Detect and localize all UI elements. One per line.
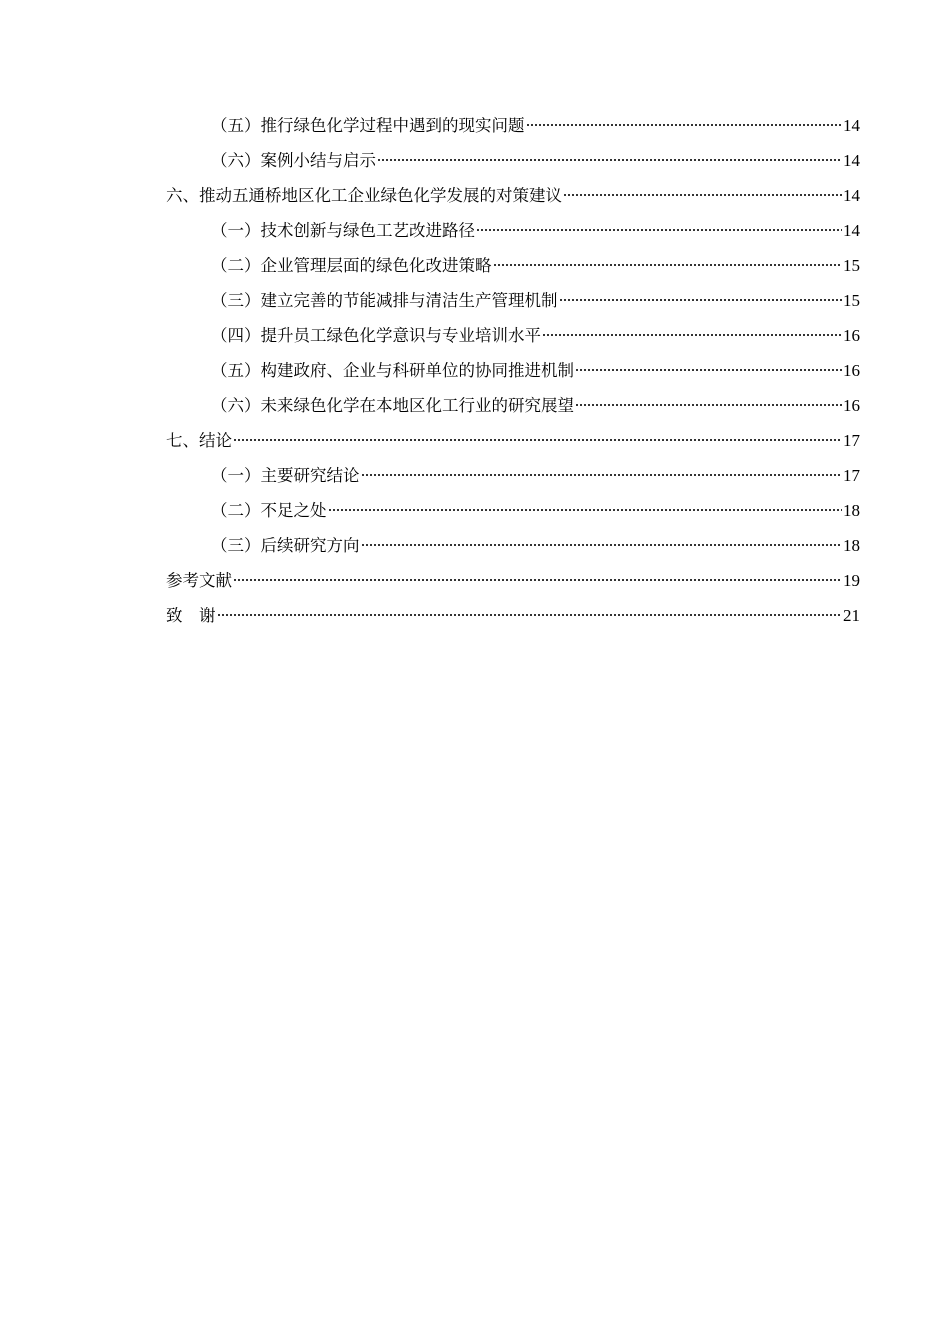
toc-entry-title: （二）不足之处 [211, 501, 327, 520]
toc-entry-page: 14 [843, 151, 860, 170]
toc-leader-dots [542, 333, 842, 337]
toc-leader-dots [217, 613, 843, 617]
toc-entry-page: 16 [843, 396, 860, 415]
toc-entry-title: （六）未来绿色化学在本地区化工行业的研究展望 [211, 396, 574, 415]
toc-entry[interactable] [166, 493, 860, 528]
toc-leader-dots [563, 193, 842, 197]
toc-entry-title: 六、推动五通桥地区化工企业绿色化学发展的对策建议 [166, 186, 562, 205]
toc-entry-title: （六）案例小结与启示 [211, 151, 376, 170]
toc-entry-page: 14 [843, 116, 860, 135]
toc-entry-page: 17 [843, 466, 860, 485]
toc-leader-dots [233, 578, 842, 582]
toc-entry-title: （一）技术创新与绿色工艺改进路径 [211, 221, 475, 240]
toc-leader-dots [559, 298, 843, 302]
table-of-contents [166, 108, 860, 633]
toc-entry[interactable] [166, 108, 860, 143]
toc-leader-dots [526, 123, 843, 127]
toc-entry[interactable] [166, 283, 860, 318]
toc-entry[interactable] [166, 458, 860, 493]
toc-leader-dots [575, 403, 842, 407]
toc-entry[interactable] [166, 318, 860, 353]
toc-entry-page: 16 [843, 326, 860, 345]
toc-leader-dots [377, 158, 842, 162]
toc-leader-dots [233, 438, 842, 442]
toc-entry-title: （四）提升员工绿色化学意识与专业培训水平 [211, 326, 541, 345]
toc-entry-page: 17 [843, 431, 860, 450]
toc-entry[interactable] [166, 388, 860, 423]
toc-entry-title: （五）构建政府、企业与科研单位的协同推进机制 [211, 361, 574, 380]
toc-entry-page: 15 [843, 256, 860, 275]
toc-leader-dots [361, 473, 843, 477]
toc-entry[interactable] [166, 213, 860, 248]
toc-entry-page: 18 [843, 501, 860, 520]
toc-entry-page: 21 [843, 606, 860, 625]
toc-chapter-entry[interactable] [166, 563, 860, 598]
toc-entry[interactable] [166, 528, 860, 563]
toc-chapter-entry[interactable] [166, 178, 860, 213]
toc-chapter-entry[interactable] [166, 423, 860, 458]
toc-leader-dots [493, 263, 843, 267]
toc-chapter-entry[interactable] [166, 598, 860, 633]
toc-leader-dots [328, 508, 843, 512]
toc-entry-title: （一）主要研究结论 [211, 466, 360, 485]
toc-entry-title: 致 谢 [166, 606, 216, 625]
toc-entry-page: 19 [843, 571, 860, 590]
toc-entry-page: 16 [843, 361, 860, 380]
toc-entry-title: （三）后续研究方向 [211, 536, 360, 555]
toc-entry-page: 14 [843, 221, 860, 240]
toc-entry-title: （五）推行绿色化学过程中遇到的现实问题 [211, 116, 525, 135]
toc-leader-dots [575, 368, 842, 372]
toc-leader-dots [361, 543, 843, 547]
toc-entry[interactable] [166, 353, 860, 388]
toc-entry[interactable] [166, 248, 860, 283]
toc-entry-page: 14 [843, 186, 860, 205]
toc-entry-title: （三）建立完善的节能减排与清洁生产管理机制 [211, 291, 558, 310]
toc-leader-dots [476, 228, 842, 232]
toc-entry[interactable] [166, 143, 860, 178]
toc-entry-title: 七、结论 [166, 431, 232, 450]
toc-entry-title: （二）企业管理层面的绿色化改进策略 [211, 256, 492, 275]
toc-entry-page: 18 [843, 536, 860, 555]
toc-entry-page: 15 [843, 291, 860, 310]
toc-entry-title: 参考文献 [166, 571, 232, 590]
